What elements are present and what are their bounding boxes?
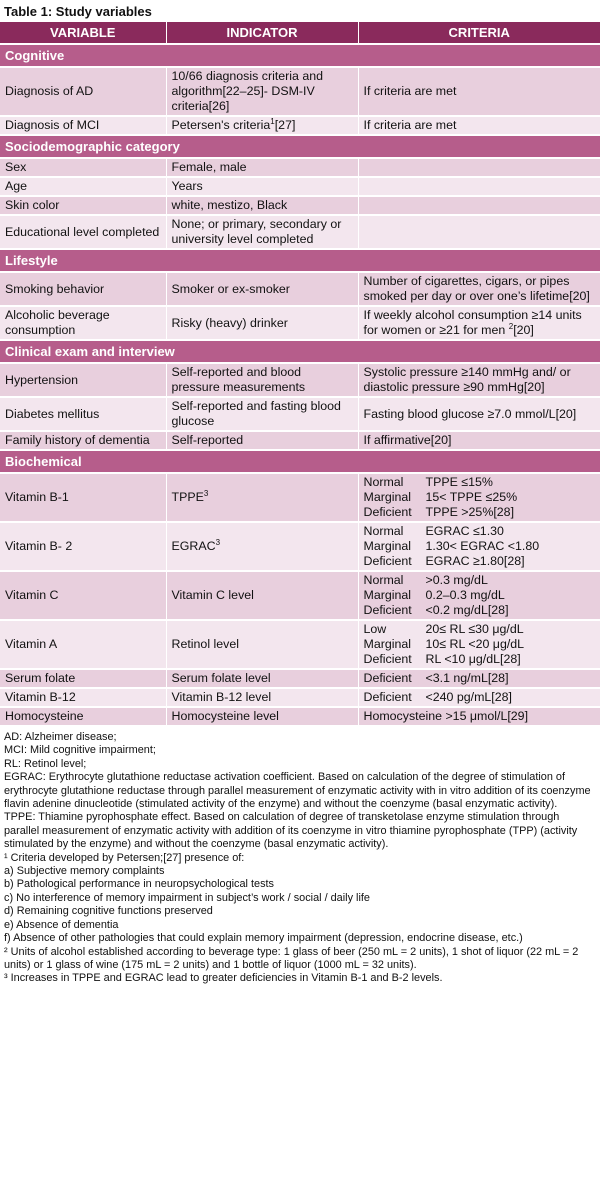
criteria-level: Normal <box>363 475 404 489</box>
criteria-text: If weekly alcohol consumption ≥14 units for women or ≥21 for men <box>363 308 582 337</box>
indicator-text: Self-reported and blood pressure measurements <box>171 365 306 394</box>
criteria-cell <box>358 522 600 571</box>
category-label: Lifestyle <box>0 249 600 272</box>
table-row <box>0 272 600 306</box>
category-label: Biochemical <box>0 450 600 473</box>
indicator-text: Homocysteine level <box>171 709 279 723</box>
variable-cell: Age <box>0 177 166 196</box>
category-label: Cognitive <box>0 44 600 67</box>
variable-cell: Hypertension <box>0 363 166 397</box>
criteria-cell <box>358 215 600 249</box>
indicator-cell <box>166 215 358 249</box>
table-row <box>0 431 600 450</box>
criteria-level: Marginal <box>363 637 412 651</box>
criteria-threshold: <0.2 mg/dL[28] <box>425 603 509 617</box>
indicator-reference: [27] <box>274 118 296 132</box>
criteria-cell <box>358 431 600 450</box>
criteria-line <box>364 588 596 603</box>
criteria-text: Homocysteine >15 μmol/L[29] <box>363 709 529 723</box>
criteria-cell <box>358 158 600 177</box>
indicator-text: Female, male <box>171 160 247 174</box>
variable-cell: Vitamin B- 2 <box>0 522 166 571</box>
criteria-threshold: TPPE >25%[28] <box>425 505 515 519</box>
indicator-cell <box>166 571 358 620</box>
table-row <box>0 215 600 249</box>
criteria-cell <box>358 688 600 707</box>
indicator-cell <box>166 306 358 340</box>
criteria-level: Marginal <box>363 588 412 602</box>
criteria-threshold: <240 pg/mL[28] <box>425 690 512 704</box>
footnote-line: MCI: Mild cognitive impairment; <box>4 744 156 757</box>
table-row <box>0 522 600 571</box>
table-row <box>0 158 600 177</box>
variable-cell: Family history of dementia <box>0 431 166 450</box>
criteria-level: Normal <box>363 573 404 587</box>
indicator-text: Retinol level <box>171 637 239 651</box>
category-row <box>0 340 600 363</box>
indicator-cell <box>166 688 358 707</box>
variable-cell: Vitamin B-1 <box>0 473 166 522</box>
indicator-text: Risky (heavy) drinker <box>171 315 288 330</box>
criteria-level: Marginal <box>363 539 412 553</box>
indicator-cell <box>166 669 358 688</box>
criteria-line <box>364 490 596 505</box>
indicator-text: white, mestizo, Black <box>171 198 288 212</box>
indicator-cell <box>166 707 358 726</box>
category-row <box>0 135 600 158</box>
indicator-text: Petersen's criteria <box>171 118 271 132</box>
criteria-text: If criteria are met <box>363 118 457 132</box>
indicator-footnote-mark: 1 <box>270 116 275 126</box>
footnote-line: TPPE: Thiamine pyrophosphate effect. Based on calculation of degree of transketolase enzyme stimulation through parallel measurement of enzymatic activity with addition of its coenzyme in vitro thiamine pyrophosphate (TPP) (activity stimulated by the enzyme) and without the coenzyme (basal enzymatic activity). <box>4 811 578 851</box>
table-row <box>0 177 600 196</box>
criteria-cell <box>358 707 600 726</box>
category-label: Clinical exam and interview <box>0 340 600 363</box>
variable-cell: Vitamin C <box>0 571 166 620</box>
footnote-line: f) Absence of other pathologies that could explain memory impairment (depression, endocrine disease, etc.) <box>4 932 523 945</box>
table-title: Table 1: Study variables <box>4 4 152 19</box>
criteria-threshold: 20≤ RL ≤30 μg/dL <box>425 622 524 636</box>
footnote-line: c) No interference of memory impairment in subject’s work / social / daily life <box>4 891 370 904</box>
criteria-footnote-mark: 2 <box>508 321 514 331</box>
footnote-line: e) Absence of dementia <box>4 918 119 931</box>
variable-cell: Smoking behavior <box>0 272 166 306</box>
criteria-level: Normal <box>363 524 404 538</box>
variable-cell: Diagnosis of MCI <box>0 116 166 135</box>
indicator-cell <box>166 272 358 306</box>
indicator-text: Smoker or ex-smoker <box>171 281 290 296</box>
criteria-text: If criteria are met <box>363 84 457 98</box>
category-row <box>0 249 600 272</box>
footnote-line: ² Units of alcohol established according to beverage type: 1 glass of beer (250 mL = 2 units), 1 shot of liquor (22 mL = 2 units) or 1 glass of wine (175 mL = 2 units) and 1 bottle of liquor (1000 mL = 32 units). <box>4 945 579 971</box>
indicator-text: Years <box>171 179 203 193</box>
table-footnotes <box>0 727 600 986</box>
indicator-text: Self-reported <box>171 433 244 447</box>
category-row <box>0 44 600 67</box>
criteria-cell <box>358 306 600 340</box>
table-row <box>0 363 600 397</box>
criteria-line <box>364 671 596 686</box>
criteria-level: Deficient <box>363 603 412 617</box>
criteria-text: If affirmative[20] <box>363 433 452 447</box>
variable-cell: Serum folate <box>0 669 166 688</box>
indicator-text: Serum folate level <box>171 671 271 685</box>
criteria-line <box>364 573 596 588</box>
criteria-text: Number of cigarettes, cigars, or pipes smoked per day or over one’s lifetime[20] <box>363 274 590 303</box>
indicator-cell <box>166 522 358 571</box>
variable-cell: Skin color <box>0 196 166 215</box>
criteria-cell <box>358 473 600 522</box>
criteria-line <box>364 603 596 618</box>
criteria-cell <box>358 177 600 196</box>
criteria-line <box>364 524 596 539</box>
criteria-cell <box>358 620 600 669</box>
table-row <box>0 397 600 431</box>
indicator-cell <box>166 363 358 397</box>
category-row <box>0 450 600 473</box>
table-row <box>0 116 600 135</box>
variable-cell: Homocysteine <box>0 707 166 726</box>
footnote-line: EGRAC: Erythrocyte glutathione reductase activation coefficient. Based on calculation of the degree of stimulation of erythrocyte glutathione reductase through parallel measurement of enzymatic activity with in vitro addition of its coenzyme flavin adenine dinucleotide (stimulated activity of the enzyme) and without the coenzyme (basal enzymatic activity). <box>4 771 591 811</box>
indicator-cell <box>166 67 358 116</box>
criteria-threshold: <3.1 ng/mL[28] <box>425 671 509 685</box>
variable-cell: Diagnosis of AD <box>0 67 166 116</box>
criteria-threshold: EGRAC ≤1.30 <box>425 524 504 538</box>
footnote-line: ³ Increases in TPPE and EGRAC lead to greater deficiencies in Vitamin B-1 and B-2 levels. <box>4 972 443 985</box>
indicator-text: None; or primary, secondary or university level completed <box>171 217 342 246</box>
variable-cell: Diabetes mellitus <box>0 397 166 431</box>
footnote-line: AD: Alzheimer disease; <box>4 731 117 743</box>
table-row <box>0 620 600 669</box>
indicator-text: 10/66 diagnosis criteria and algorithm[22–25]- DSM-IV criteria[26] <box>171 69 324 113</box>
footnote-line: a) Subjective memory complaints <box>4 865 165 878</box>
criteria-cell <box>358 363 600 397</box>
table-row <box>0 707 600 726</box>
indicator-cell <box>166 158 358 177</box>
criteria-threshold: >0.3 mg/dL <box>425 573 488 587</box>
criteria-line <box>364 505 596 520</box>
indicator-footnote-mark: 3 <box>215 537 221 547</box>
criteria-line <box>364 475 596 490</box>
indicator-footnote-mark: 3 <box>203 488 209 498</box>
criteria-level: Deficient <box>363 554 412 568</box>
indicator-cell <box>166 473 358 522</box>
footnote-line: ¹ Criteria developed by Petersen;[27] presence of: <box>4 851 245 864</box>
criteria-threshold: 10≤ RL <20 μg/dL <box>425 637 525 651</box>
variable-cell: Sex <box>0 158 166 177</box>
table-row <box>0 688 600 707</box>
variable-cell: Vitamin B-12 <box>0 688 166 707</box>
indicator-cell <box>166 196 358 215</box>
criteria-reference: [20] <box>513 323 534 337</box>
criteria-level: Deficient <box>363 690 412 704</box>
indicator-text: Vitamin B-12 level <box>171 690 272 704</box>
criteria-line <box>364 539 596 554</box>
indicator-text: Vitamin C level <box>171 588 254 602</box>
criteria-cell <box>358 397 600 431</box>
footnote-line: RL: Retinol level; <box>4 757 87 770</box>
table-row <box>0 571 600 620</box>
column-header-indicator: INDICATOR <box>166 22 358 44</box>
criteria-cell <box>358 67 600 116</box>
indicator-text: EGRAC <box>171 539 216 553</box>
criteria-cell <box>358 571 600 620</box>
criteria-threshold: 1.30< EGRAC <1.80 <box>425 539 540 553</box>
variable-cell: Educational level completed <box>0 215 166 249</box>
criteria-line <box>364 652 596 667</box>
footnote-line: b) Pathological performance in neuropsychological tests <box>4 878 274 891</box>
indicator-text: TPPE <box>171 490 204 504</box>
header-row <box>0 22 600 44</box>
criteria-line <box>364 554 596 569</box>
criteria-threshold: 0.2–0.3 mg/dL <box>425 588 505 602</box>
criteria-threshold: EGRAC ≥1.80[28] <box>425 554 525 568</box>
criteria-text: Systolic pressure ≥140 mmHg and/ or diastolic pressure ≥90 mmHg[20] <box>363 365 571 394</box>
column-header-variable: VARIABLE <box>0 22 166 44</box>
criteria-line <box>364 622 596 637</box>
criteria-cell <box>358 669 600 688</box>
criteria-threshold: 15< TPPE ≤25% <box>425 490 518 504</box>
footnote-line: d) Remaining cognitive functions preserved <box>4 905 213 918</box>
criteria-cell <box>358 196 600 215</box>
table-row <box>0 669 600 688</box>
indicator-cell <box>166 177 358 196</box>
criteria-cell <box>358 272 600 306</box>
column-header-criteria: CRITERIA <box>358 22 600 44</box>
criteria-cell <box>358 116 600 135</box>
indicator-cell <box>166 431 358 450</box>
table-body <box>0 44 600 726</box>
study-variables-table <box>0 22 600 727</box>
indicator-text: Self-reported and fasting blood glucose <box>171 399 341 428</box>
table-row <box>0 196 600 215</box>
table-row <box>0 306 600 340</box>
variable-cell: Alcoholic beverage consumption <box>0 306 166 340</box>
indicator-cell <box>166 397 358 431</box>
criteria-text: Fasting blood glucose ≥7.0 mmol/L[20] <box>363 406 577 421</box>
indicator-cell <box>166 620 358 669</box>
criteria-threshold: RL <10 μg/dL[28] <box>425 652 521 666</box>
table-row <box>0 67 600 116</box>
criteria-level: Marginal <box>363 490 412 504</box>
criteria-line <box>364 637 596 652</box>
variable-cell: Vitamin A <box>0 620 166 669</box>
criteria-level: Deficient <box>363 671 412 685</box>
criteria-level: Low <box>363 622 387 636</box>
criteria-level: Deficient <box>363 505 412 519</box>
criteria-line <box>364 690 596 705</box>
category-label: Sociodemographic category <box>0 135 600 158</box>
criteria-threshold: TPPE ≤15% <box>425 475 493 489</box>
indicator-cell <box>166 116 358 135</box>
table-row <box>0 473 600 522</box>
criteria-level: Deficient <box>363 652 412 666</box>
